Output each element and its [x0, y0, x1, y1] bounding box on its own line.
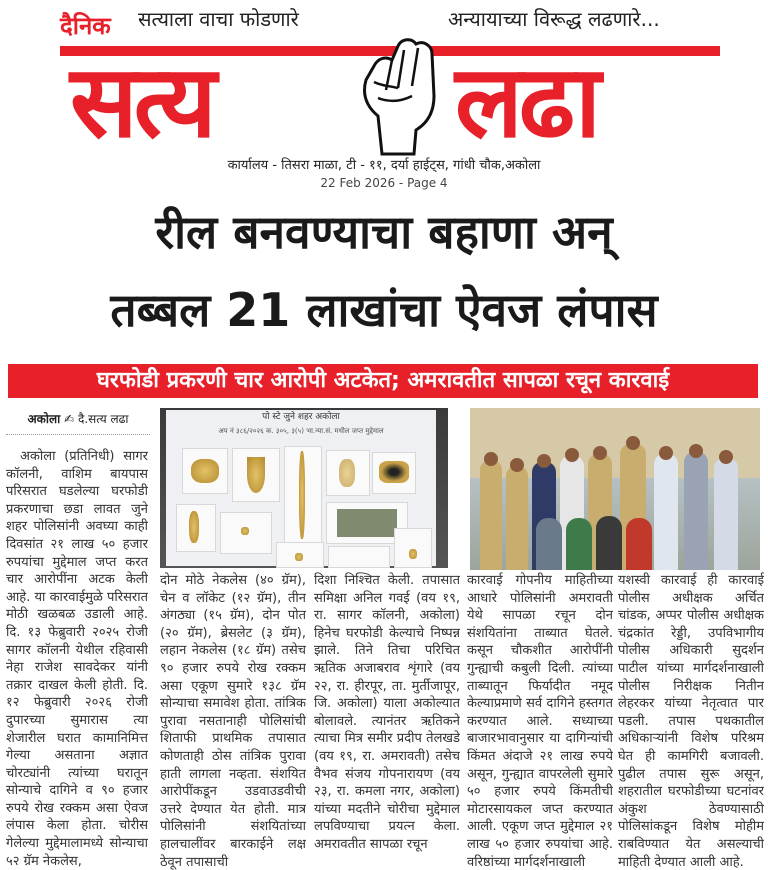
byline — [6, 410, 150, 435]
masthead-address: कार्यालय - तिसरा माळा, टी - ११, दर्या हाईट्स, गांधी चौक,अकोला — [227, 158, 541, 173]
raised-fist-icon — [352, 36, 444, 156]
article-column-4: कारवाई गोपनीय माहितीच्या आधारे पोलिसांनी अमरावती येथे सापळा रचून दोन संशयितांना ताब्यात घेतले. कसून चौकशीत आरोपींनी गुन्ह्याची कबुली दिली. त्यांच्या ताब्यातून फिर्यादीत नमूद केल्याप्रमाणे सर्व दागिने हस्तगत करण्यात आले. सध्याच्या बाजारभावानुसार या दागिन्यांची किंमत अंदाजे २१ लाख रुपये असून, गुन्ह्यात वापरलेली सुमारे ५० हजार रुपये किंमतीची मोटारसायकल जप्त करण्यात आली. एकूण जप्त मुद्देमाल २१ लाख ५० हजार रुपयांचा आहे. वरिष्ठांच्या मार्गदर्शनाखाली — [467, 573, 613, 870]
seized-goods-board — [166, 410, 436, 566]
masthead-daily-label: दैनिक — [60, 12, 111, 40]
subheadline: घरफोडी प्रकरणी चार आरोपी अटकेत; अमरावतीत सापळा रचून कारवाई — [8, 364, 758, 398]
masthead-tagline-right: अन्यायाच्या विरूद्ध लढणारे... — [448, 7, 660, 31]
date-page-label: 22 Feb 2026 - Page 4 — [320, 176, 448, 190]
board-caption-line2: अप नं ३८६/२०२६ क. ३०५, ३(५) भा.न्या.सं. मधील जप्त मुद्देमाल — [218, 427, 384, 435]
article-column-5: यशस्वी कारवाई ही कारवाई पोलीस अधीक्षक अर्चित चांडक, अप्पर पोलीस अधीक्षक चंद्रकांत रेड्डी, उपविभागीय पोलीस अधिकारी सुदर्शन पाटील यांच्या मार्गदर्शनाखाली पोलीस निरीक्षक नितीन लेहरकर यांच्या नेतृत्वात पार पडली. तपास पथकातील अधिकाऱ्यांनी विशेष परिश्रम घेत ही कामगिरी बजावली. पुढील तपास सुरू असून, शहरातील घरफोडीच्या घटनांवर अंकुश ठेवण्यासाठी पोलिसांकडून विशेष मोहीम राबविण्यात येत असल्याची माहिती देण्यात आली आहे. — [618, 573, 764, 870]
article-column-2: दोन मोठे नेकलेस (४० ग्रॅम), चेन व लॉकेट (१२ ग्रॅम), तीन अंगठ्या (१५ ग्रॅम), दोन पोत (२० ग्रॅम), ब्रेसलेट (३ ग्रॅम), लहान नेकलेस (१८ ग्रॅम) तसेच ९० हजार रुपये रोख रक्कम असा एकूण सुमारे १३८ ग्रॅम सोन्याचा समावेश होता. तांत्रिक पुरावा नसतानाही पोलिसांची शिताफी प्राथमिक तपासात कोणताही ठोस तांत्रिक पुरावा हाती लागला नव्हता. संशयित आरोपींकडून उडवाउडवीची उत्तरे देण्यात येत होती. मात्र पोलिसांनी संशयितांच्या हालचालींवर बारकाईने लक्ष ठेवून तपासाची — [160, 573, 306, 870]
headline-line-2: तब्बल 21 लाखांचा ऐवज लंपास — [110, 283, 658, 337]
byline-source: दै.सत्य लढा — [77, 412, 129, 426]
board-caption-line1: पो स्टे जुने शहर अकोला — [262, 412, 340, 422]
pen-writing-icon: ✍ — [64, 412, 75, 426]
police-with-accused-photo — [470, 408, 760, 570]
masthead-name-part2: लढा — [455, 43, 597, 160]
masthead-tagline-left: सत्याला वाचा फोडणारे — [138, 7, 299, 31]
byline-place: अकोला — [27, 412, 61, 426]
article-column-1: अकोला (प्रतिनिधी) सागर कॉलनी, वाशिम बायपास परिसरात घडलेल्या घरफोडी प्रकरणाचा छडा लावत जुने शहर पोलिसांनी अवघ्या काही दिवसांत २१ लाख ५० हजार रुपयांचा मुद्देमाल जप्त करत चार आरोपींना अटक केली आहे. या कारवाईमुळे परिसरात मोठी खळबळ उडाली आहे. दि. १३ फेब्रुवारी २०२५ रोजी सागर कॉलनी येथील रहिवासी नेहा राजेश सावदेकर यांनी तक्रार दाखल केली होती. दि. १२ फेब्रुवारी २०२६ रोजी दुपारच्या सुमारास त्या शेजारील घरात कामानिमित्त गेल्या असताना अज्ञात चोरट्यांनी त्यांच्या घरातून सोन्याचे दागिने व ९० हजार रुपये रोख रक्कम असा ऐवज लंपास केला होता. चोरीस गेलेल्या मुद्देमालामध्ये सोन्याचा ५२ ग्रॅम नेकलेस, — [6, 449, 148, 869]
article-column-3: दिशा निश्चित केली. तपासात समिक्षा अनिल गवई (वय १९, रा. सागर कॉलनी, अकोला) हिनेच घरफोडी केल्याचे निष्पन्न झाले. तिने तिचा परिचित ऋतिक अजाबराव शृंगारे (वय २२, रा. हीरपूर, ता. मुर्तीजापूर, जि. अकोला) याला अकोल्यात बोलावले. त्यानंतर ऋतिकने त्याचा मित्र समीर प्रदीप तेलखडे (वय १९, रा. अमरावती) तसेच वैभव संजय गोपनारायण (वय २३, रा. कमला नगर, अकोला) यांच्या मदतीने चोरीचा मुद्देमाल लपविण्याचा प्रयत्न केला. अमरावतीत सापळा रचून — [314, 573, 460, 852]
masthead-name-part1: सत्य — [70, 43, 213, 160]
headline-line-1: रील बनवण्याचा बहाणा अन् — [155, 205, 613, 259]
seized-jewellery-photo — [160, 408, 448, 568]
